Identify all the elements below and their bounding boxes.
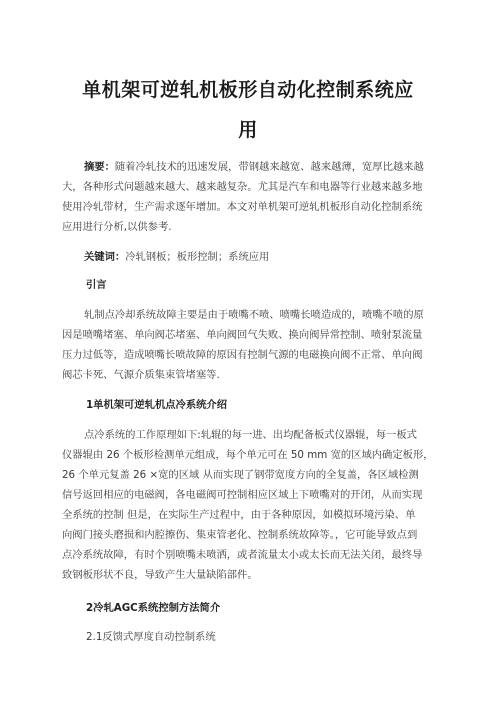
intro-line: 压力过低等，造成喷嘴长喷故障的原因有控制气源的电磁换向阀不正常、单向阀 bbox=[62, 349, 423, 361]
document-title-line-2: 用 bbox=[238, 119, 258, 141]
section-1-line: 向阀门接头磨损和内腔擦伤、集束管老化、控制系统故障等。，它可能导致点到 bbox=[62, 529, 418, 541]
abstract-line: 应用进行分析,以供参考. bbox=[62, 221, 172, 233]
section-1-line: 仪器辊由 26 个板形检测单元组成，每个单元可在 50 mm 宽的区域内确定板形， bbox=[62, 449, 434, 461]
abstract-line bbox=[62, 157, 436, 177]
abstract-paragraph bbox=[62, 157, 436, 237]
section-1-line: 26 个单元复盖 26 ×宽的区域 从而实现了钢带宽度方向的全复盖，各区域检测 bbox=[62, 469, 419, 481]
section-1-line: 点冷系统的工作原理如下:轧辊的每一进、出均配备板式仪器辊，每一板式 bbox=[84, 429, 417, 441]
intro-paragraph bbox=[62, 305, 436, 385]
section-1-heading: 1单机架可逆轧机点冷系统介绍 bbox=[86, 399, 228, 411]
section-1-paragraph bbox=[62, 425, 436, 585]
section-1-line: 点冷系统故障，有时个别喷嘴未喷洒，或者流量太小或太长而无法关闭，最终导 bbox=[62, 549, 423, 561]
intro-heading: 引言 bbox=[86, 279, 107, 291]
abstract-label: 摘要： bbox=[84, 161, 115, 173]
section-1-line: 全系统的控制 但是，在实际生产过程中，由于各种原因，如模拟环境污染、单 bbox=[62, 509, 416, 521]
keywords-label: 关键词： bbox=[84, 251, 126, 263]
intro-line: 阀芯卡死、气源介质集束管堵塞等. bbox=[62, 369, 220, 381]
section-2-1-subheading: 2.1反馈式厚度自动控制系统 bbox=[86, 631, 216, 643]
abstract-text: 随着冷轧技术的迅速发展，带钢越来越宽、越来越薄，宽厚比越来越 bbox=[114, 161, 424, 173]
section-2-heading: 2冷轧AGC系统控制方法简介 bbox=[86, 602, 221, 614]
keywords-text: 冷轧钢板；板形控制；系统应用 bbox=[125, 251, 270, 263]
section-1-line: 信号返回相应的电磁阀，各电磁阀可控制相应区域上下喷嘴对的开闭，从而实现 bbox=[62, 489, 423, 501]
abstract-line: 使用冷轧带材，生产需求逐年增加。本文对单机架可逆轧机板形自动化控制系统 bbox=[62, 201, 423, 213]
intro-line: 因是喷嘴堵塞、单向阀芯堵塞、单向阀回气失败、换向阀异常控制、喷射泵流量 bbox=[62, 329, 423, 341]
document-title-line-1: 单机架可逆轧机板形自动化控制系统应 bbox=[82, 79, 414, 101]
keywords-paragraph bbox=[62, 247, 436, 267]
section-1-line: 致钢板形状不良，导致产生大量缺陷部件。 bbox=[62, 569, 258, 581]
intro-line: 轧制点冷却系统故障主要是由于喷嘴不喷、喷嘴长喷造成的，喷嘴不喷的原 bbox=[84, 309, 424, 321]
keywords-line bbox=[62, 247, 436, 267]
abstract-line: 大，各种形式问题越来越大、越来越复杂。尤其是汽车和电器等行业越来越多地 bbox=[62, 181, 423, 193]
